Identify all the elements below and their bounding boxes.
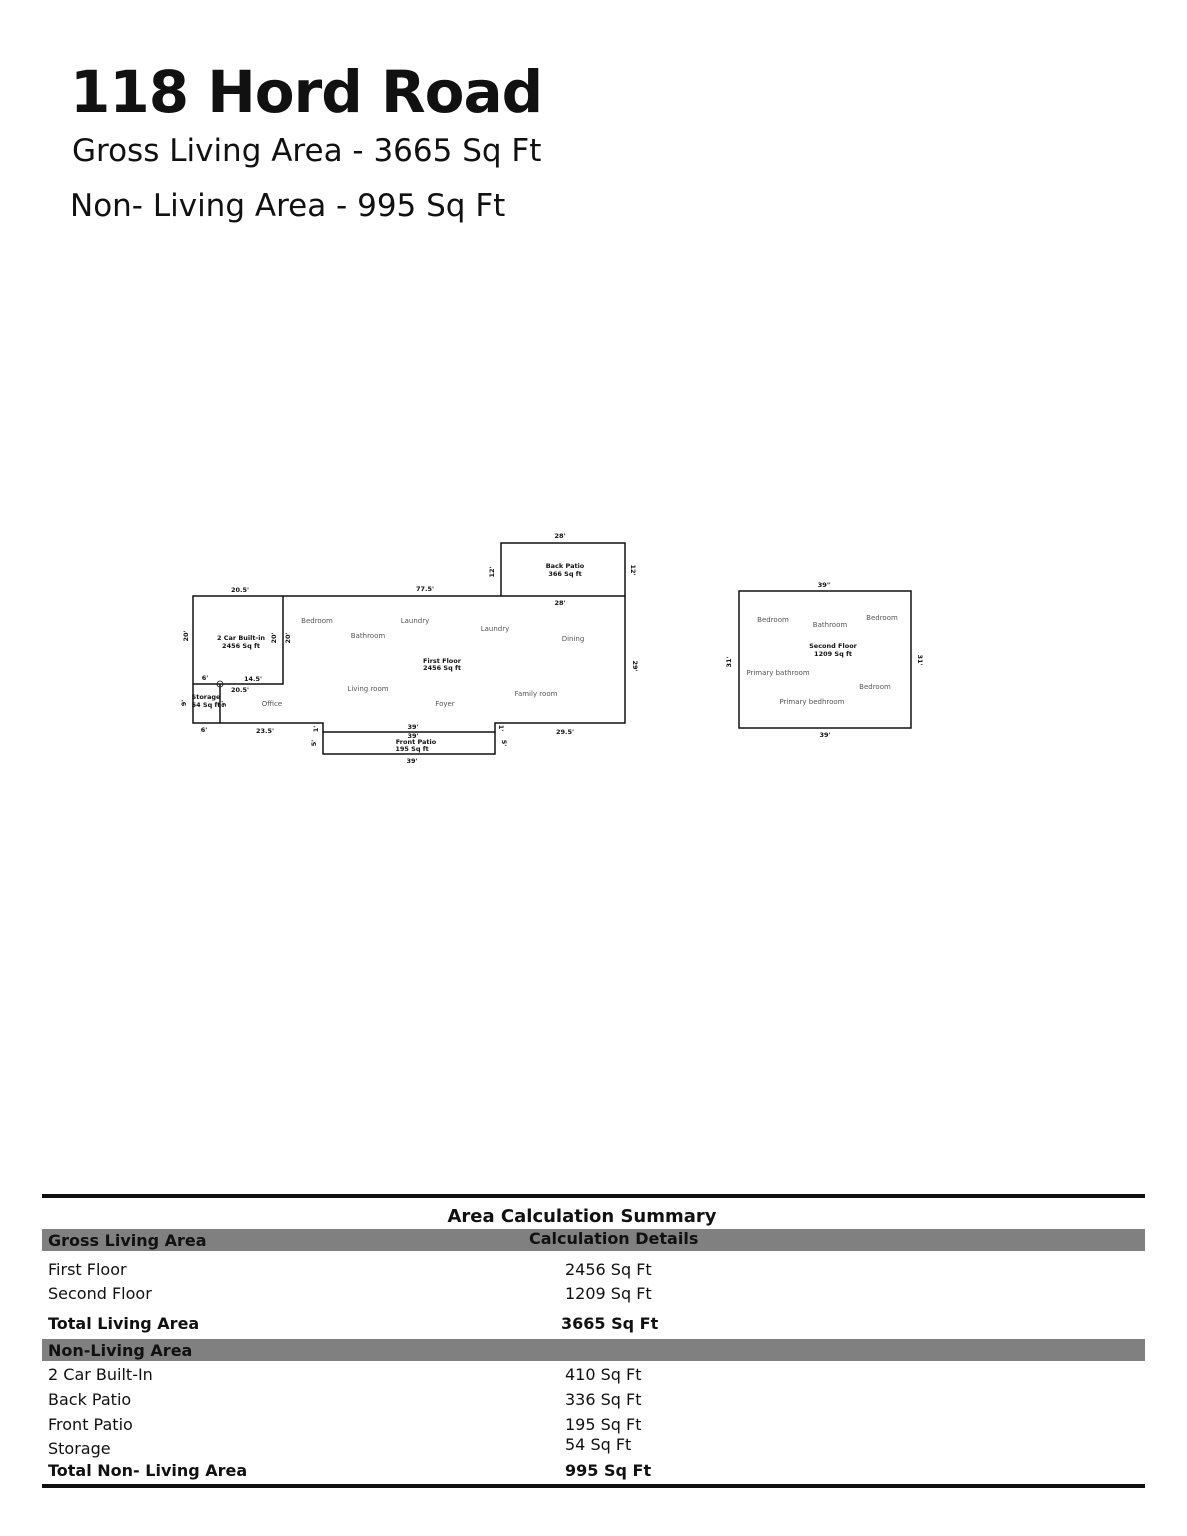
dimension-label: 31' xyxy=(725,656,733,668)
dimension-label: 12' xyxy=(629,564,637,576)
dimension-label: 20' xyxy=(270,632,278,644)
floor-plan-diagram xyxy=(0,520,1187,780)
table-row xyxy=(42,1365,1145,1387)
table-row xyxy=(42,1284,1145,1306)
dimension-label: 5' xyxy=(310,739,318,747)
dimension-label: 20.5' xyxy=(230,686,250,694)
row-value: 3665 Sq Ft xyxy=(561,1314,659,1333)
dimension-label: 6' xyxy=(200,726,208,734)
dimension-label: 29.5' xyxy=(555,728,575,736)
dimension-label: 28' xyxy=(554,532,566,540)
room-label: Bedroom xyxy=(757,616,789,624)
area-calculation-summary xyxy=(42,1194,1145,1489)
dimension-label: 1' xyxy=(312,725,320,733)
room-label: Bedroom xyxy=(859,683,891,691)
row-name: Total Living Area xyxy=(48,1314,200,1333)
summary-title: Area Calculation Summary xyxy=(447,1206,717,1227)
non-living-area-line: Non- Living Area - 995 Sq Ft xyxy=(70,188,506,224)
room-label: Primary bedhroom xyxy=(779,698,845,706)
room-label: Laundry xyxy=(400,617,430,625)
total-living-row xyxy=(42,1314,1145,1336)
dimension-label: 31' xyxy=(916,654,924,666)
total-non-living-row xyxy=(42,1461,1145,1483)
row-value: 2456 Sq Ft xyxy=(565,1260,652,1279)
page-title: 118 Hord Road xyxy=(70,58,543,126)
non-living-header-band xyxy=(42,1339,1145,1361)
dimension-label: 14.5' xyxy=(243,675,263,683)
dimension-label: 6' xyxy=(201,674,209,682)
summary-top-rule xyxy=(42,1194,1145,1198)
room-label: Office xyxy=(261,700,283,708)
first-floor-area: 2456 Sq ft xyxy=(423,664,461,672)
dimension-label: 39" xyxy=(817,581,831,589)
room-label: Bathroom xyxy=(350,632,386,640)
dimension-label: 20.5' xyxy=(230,586,250,594)
table-row xyxy=(42,1435,1145,1461)
dimension-label: 20' xyxy=(182,630,190,642)
row-name: Total Non- Living Area xyxy=(48,1461,248,1480)
row-value: 195 Sq Ft xyxy=(565,1415,642,1434)
dimension-label: 20' xyxy=(284,632,292,644)
row-value: 995 Sq Ft xyxy=(565,1461,652,1480)
table-row xyxy=(42,1390,1145,1412)
row-value: 410 Sq Ft xyxy=(565,1365,642,1384)
row-value: 336 Sq Ft xyxy=(565,1390,642,1409)
table-row xyxy=(42,1415,1145,1437)
garage-name: 2 Car Built-in xyxy=(216,634,266,642)
dimension-label: 39' xyxy=(407,732,419,740)
front-patio-name: Front Patio xyxy=(395,738,437,746)
dimension-label: 23.5' xyxy=(255,727,275,735)
dimension-label: 12' xyxy=(488,566,496,578)
back-patio-area: 366 Sq ft xyxy=(548,570,582,578)
room-label: Living room xyxy=(347,685,389,693)
second-floor-name: Second Floor xyxy=(809,642,857,650)
dimension-label: 5' xyxy=(500,739,508,747)
garage-area: 2456 Sq ft xyxy=(222,642,260,650)
row-name: Storage xyxy=(48,1439,111,1458)
room-label: Bathroom xyxy=(812,621,848,629)
row-value: 54 Sq Ft xyxy=(565,1435,632,1454)
row-name: First Floor xyxy=(48,1260,127,1279)
storage-area: 54 Sq ft xyxy=(191,701,221,709)
row-name: Front Patio xyxy=(48,1415,133,1434)
room-label: Dining xyxy=(561,635,585,643)
first-floor-name: First Floor xyxy=(423,657,461,665)
gross-living-area-line: Gross Living Area - 3665 Sq Ft xyxy=(72,133,542,169)
dimension-label: 77.5' xyxy=(415,585,435,593)
room-label: Bedroom xyxy=(866,614,898,622)
gross-living-header-band xyxy=(42,1229,1145,1251)
back-patio-name: Back Patio xyxy=(545,562,585,570)
dimension-label: 28' xyxy=(554,599,566,607)
dimension-label: 39' xyxy=(819,731,831,739)
row-name: 2 Car Built-In xyxy=(48,1365,153,1384)
summary-bottom-rule xyxy=(42,1484,1145,1488)
non-living-header: Non-Living Area xyxy=(48,1341,193,1360)
table-row xyxy=(42,1260,1145,1282)
gross-living-header: Gross Living Area xyxy=(48,1231,207,1250)
room-label: Bedroom xyxy=(301,617,333,625)
front-patio-area: 195 Sq ft xyxy=(395,745,429,753)
storage-name: Storage xyxy=(191,693,221,701)
dimension-label: 1' xyxy=(497,724,505,732)
calculation-details-header: Calculation Details xyxy=(529,1229,699,1248)
second-floor-outline xyxy=(739,591,911,728)
room-label: Laundry xyxy=(480,625,510,633)
dimension-label: 29' xyxy=(631,660,639,672)
dimension-label: 39' xyxy=(406,757,418,765)
dimension-label: 9' xyxy=(180,699,188,707)
row-value: 1209 Sq Ft xyxy=(565,1284,652,1303)
row-name: Second Floor xyxy=(48,1284,152,1303)
room-label: Foyer xyxy=(435,700,455,708)
row-name: Back Patio xyxy=(48,1390,132,1409)
room-label: Primary bathroom xyxy=(746,669,810,677)
room-label: Family room xyxy=(514,690,558,698)
second-floor-area: 1209 Sq ft xyxy=(814,650,852,658)
dimension-label: 39' xyxy=(407,723,419,731)
dimension-label: 9' xyxy=(220,700,228,708)
